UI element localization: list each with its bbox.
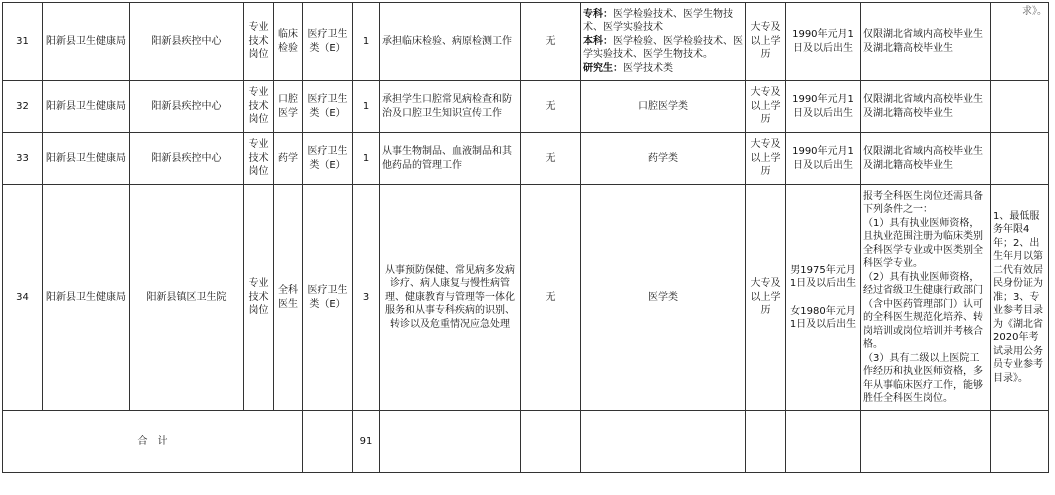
other-requirement-cell: 仅限湖北省域内高校毕业生及湖北籍高校毕业生 xyxy=(861,133,991,185)
post-type-cell: 专业技术岗位 xyxy=(244,81,274,133)
post-name-cell: 临床检验 xyxy=(274,3,303,81)
table-row xyxy=(3,133,1049,185)
major-cell: 药学类 xyxy=(581,133,746,185)
duty-cell: 从事生物制品、血液制品和其他药品的管理工作 xyxy=(380,133,521,185)
count-cell: 1 xyxy=(353,133,380,185)
department-cell: 阳新县卫生健康局 xyxy=(43,81,130,133)
row-number: 33 xyxy=(3,133,43,185)
major-cell: 医学类 xyxy=(581,185,746,411)
age-cell: 1990年元月1日及以后出生 xyxy=(786,133,861,185)
duty-cell: 从事预防保健、常见病多发病诊疗、病人康复与慢性病管理、健康教育与管理等一体化服务和从事专科疾病的识别、转诊以及危重情况应急处理 xyxy=(380,185,521,411)
major-tag: 专科： xyxy=(583,8,613,20)
total-empty-cell xyxy=(991,411,1049,473)
category-cell: 医疗卫生类（E） xyxy=(303,81,353,133)
table-row xyxy=(3,81,1049,133)
total-row xyxy=(3,411,1049,473)
unit-cell: 阳新县疾控中心 xyxy=(130,133,244,185)
experience-cell: 无 xyxy=(521,185,581,411)
total-count: 91 xyxy=(353,411,380,473)
unit-cell: 阳新县镇区卫生院 xyxy=(130,185,244,411)
education-cell: 大专及以上学历 xyxy=(746,81,786,133)
major-line xyxy=(583,35,743,62)
unit-cell: 阳新县疾控中心 xyxy=(130,3,244,81)
other-requirement-cell: 仅限湖北省域内高校毕业生及湖北籍高校毕业生 xyxy=(861,81,991,133)
major-text: 医学技术类 xyxy=(623,62,673,74)
experience-cell: 无 xyxy=(521,3,581,81)
major-line xyxy=(583,62,743,76)
positions-table xyxy=(2,2,1049,473)
total-empty-cell xyxy=(746,411,786,473)
duty-cell: 承担临床检验、病原检测工作 xyxy=(380,3,521,81)
row-number: 34 xyxy=(3,185,43,411)
major-text: 医学检验、医学检验技术、医学实验技术、医学生物技术。 xyxy=(583,35,743,61)
major-cell xyxy=(581,3,746,81)
total-empty-cell xyxy=(861,411,991,473)
total-empty-cell xyxy=(380,411,521,473)
requirement-paragraph: （2）具有执业医师资格，经过省级卫生健康行政部门（含中医药管理部门）认可的全科医生规范化培养、转岗培训或岗位培训并考核合格。 xyxy=(863,271,983,350)
table-row xyxy=(3,3,1049,81)
row-number: 32 xyxy=(3,81,43,133)
major-cell: 口腔医学类 xyxy=(581,81,746,133)
unit-cell: 阳新县疾控中心 xyxy=(130,81,244,133)
note-cell xyxy=(991,81,1049,133)
age-male: 男1975年元月1日及以后出生 xyxy=(789,264,857,289)
note-cell: 1、最低服务年限4年；2、出生年月以第二代有效居民身份证为准；3、专业参考目录为《湖北省2020年考试录用公务员专业参考目录》。 xyxy=(991,185,1049,411)
total-label: 合 计 xyxy=(3,411,303,473)
count-cell: 3 xyxy=(353,185,380,411)
count-cell: 1 xyxy=(353,81,380,133)
total-empty-cell xyxy=(303,411,353,473)
duty-cell: 承担学生口腔常见病检查和防治及口腔卫生知识宣传工作 xyxy=(380,81,521,133)
major-line xyxy=(583,8,743,35)
education-cell: 大专及以上学历 xyxy=(746,3,786,81)
department-cell: 阳新县卫生健康局 xyxy=(43,185,130,411)
major-tag: 本科： xyxy=(583,35,613,47)
education-cell: 大专及以上学历 xyxy=(746,133,786,185)
education-cell: 大专及以上学历 xyxy=(746,185,786,411)
note-cell xyxy=(991,133,1049,185)
recruitment-table xyxy=(2,2,1049,473)
experience-cell: 无 xyxy=(521,133,581,185)
post-type-cell: 专业技术岗位 xyxy=(244,185,274,411)
requirement-paragraph: （1）具有执业医师资格，且执业范围注册为临床类别全科医学专业或中医类别全科医学专业。 xyxy=(863,217,983,269)
age-cell xyxy=(786,185,861,411)
corner-note: 求》。 xyxy=(1022,6,1047,17)
post-type-cell: 专业技术岗位 xyxy=(244,3,274,81)
department-cell: 阳新县卫生健康局 xyxy=(43,133,130,185)
note-cell xyxy=(991,3,1049,81)
experience-cell: 无 xyxy=(521,81,581,133)
requirement-paragraph: 报考全科医生岗位还需具备下列条件之一： xyxy=(863,190,983,215)
total-empty-cell xyxy=(581,411,746,473)
total-empty-cell xyxy=(786,411,861,473)
department-cell: 阳新县卫生健康局 xyxy=(43,3,130,81)
requirement-paragraph: （3）具有二级以上医院工作经历和执业医师资格，多年从事临床医疗工作，能够胜任全科医生岗位。 xyxy=(863,352,983,404)
category-cell: 医疗卫生类（E） xyxy=(303,3,353,81)
total-empty-cell xyxy=(521,411,581,473)
category-cell: 医疗卫生类（E） xyxy=(303,185,353,411)
post-name-cell: 药学 xyxy=(274,133,303,185)
category-cell: 医疗卫生类（E） xyxy=(303,133,353,185)
major-tag: 研究生： xyxy=(583,62,623,74)
age-female: 女1980年元月1日及以后出生 xyxy=(789,305,857,330)
post-type-cell: 专业技术岗位 xyxy=(244,133,274,185)
age-cell: 1990年元月1日及以后出生 xyxy=(786,81,861,133)
major-text: 医学检验技术、医学生物技术、医学实验技术 xyxy=(583,8,733,34)
count-cell: 1 xyxy=(353,3,380,81)
row-number: 31 xyxy=(3,3,43,81)
post-name-cell: 全科医生 xyxy=(274,185,303,411)
other-requirement-cell: 仅限湖北省域内高校毕业生及湖北籍高校毕业生 xyxy=(861,3,991,81)
table-row xyxy=(3,185,1049,411)
post-name-cell: 口腔医学 xyxy=(274,81,303,133)
age-cell: 1990年元月1日及以后出生 xyxy=(786,3,861,81)
other-requirement-cell xyxy=(861,185,991,411)
